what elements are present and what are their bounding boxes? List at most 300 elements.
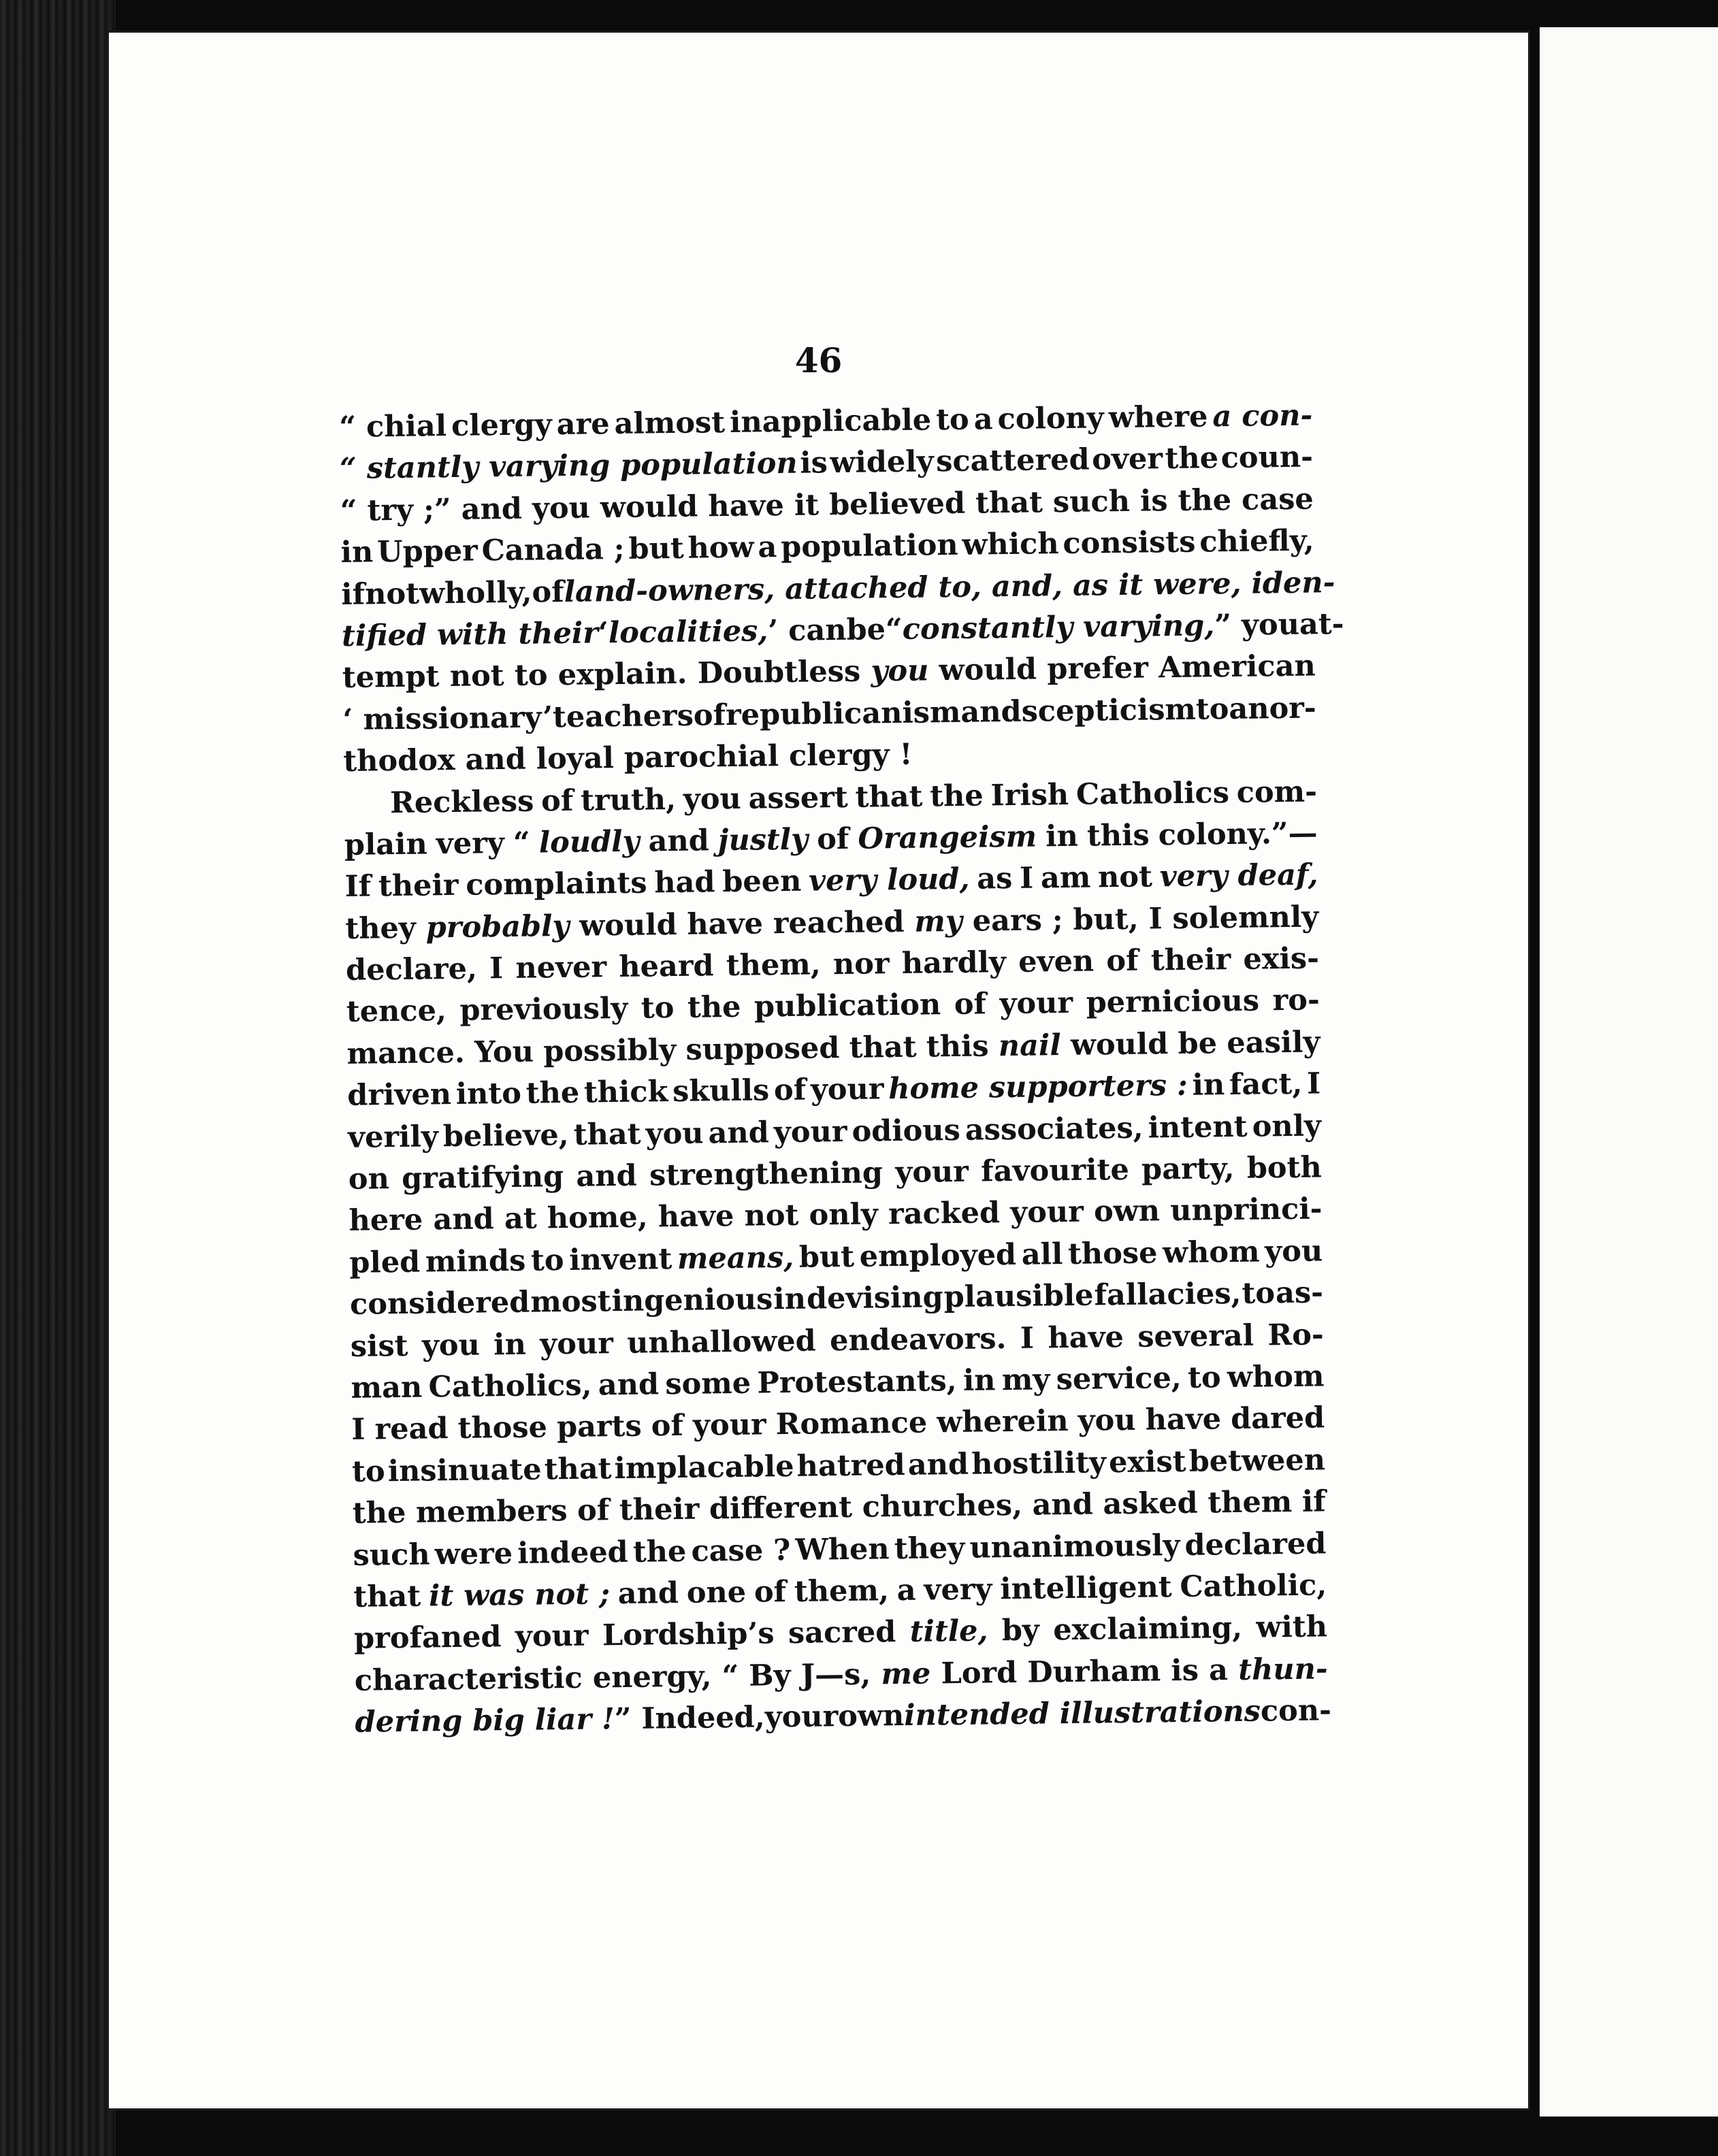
word: of [753,1575,787,1610]
word: them, [794,1573,890,1609]
word: wholly, [419,575,532,611]
word: Orangeism [858,819,1037,856]
word: not [364,576,420,612]
word: intelligent [999,1570,1172,1607]
word: pernicious [1086,984,1260,1021]
word: thodox [343,742,466,779]
word: own [1093,1194,1161,1229]
word: if [341,577,366,612]
word: republicanism [725,695,961,732]
word: verily [347,1119,439,1155]
word: to [935,402,969,438]
word: ’ can [767,612,847,649]
word: ” you [1214,607,1300,643]
word: complaints [465,866,647,903]
word: population [780,528,958,565]
word: which [962,527,1059,563]
word: Upper [376,534,479,570]
word: Durham [1027,1654,1161,1690]
word: favourite [980,1152,1130,1189]
word: hostility [971,1446,1107,1482]
word: “ [513,826,530,860]
word: “ [885,612,903,647]
word: fact, [1229,1067,1303,1102]
word: means, [677,1240,794,1276]
word: be [846,612,886,647]
word: own [837,1699,905,1734]
word: very [436,826,505,862]
word: whom [1227,1359,1325,1395]
word: of [540,783,574,818]
word: this [1086,818,1150,853]
word: Doubtless [697,655,861,691]
word: case [1241,482,1314,517]
word: ” Indeed, [614,1700,765,1737]
word: Catholic, [1180,1568,1327,1604]
word: you [645,1116,704,1152]
word: con- [1260,1693,1332,1729]
word: such [1052,484,1131,519]
word: ingenious [611,1282,773,1319]
word: nail [998,1028,1061,1064]
word: to [514,658,548,693]
word: Reckless [389,784,534,820]
word: Canada ; [481,532,625,568]
word: that [855,779,923,815]
word: Ro- [1267,1318,1324,1353]
word: associates, [965,1111,1144,1147]
word: even [1018,944,1095,979]
word: declared [1184,1526,1327,1563]
word: a [973,402,993,437]
word: pled [349,1245,421,1280]
word: characteristic [354,1661,583,1698]
word: would [1070,1027,1169,1062]
word: their [1150,943,1231,978]
word: an [1229,691,1269,726]
word: the [352,1496,406,1531]
word: Lordship’s [602,1616,775,1653]
word: in [493,1327,527,1362]
word: colony [997,401,1105,437]
word: of [577,1493,610,1528]
word: them, [726,947,822,983]
word: profaned [353,1620,502,1656]
word: some [665,1366,751,1402]
word: I [351,1413,366,1448]
word: they [894,1531,965,1566]
word: and [465,742,536,777]
word: prefer [1046,651,1149,687]
word: of [693,698,726,733]
word: in [1045,819,1079,854]
word: your [999,986,1073,1022]
word: the [1165,441,1219,476]
word: strengthening [649,1156,884,1193]
word: thick [583,1075,668,1110]
word: to [641,991,675,1026]
word: is [1139,483,1168,519]
word: in [340,535,374,570]
word: hatred [796,1448,906,1484]
word: to [351,1454,385,1489]
word: justly [717,822,809,858]
word: dering big liar ! [355,1702,615,1740]
word: scattered [935,442,1090,479]
word: declare, [345,951,478,988]
word: widely [830,444,934,480]
word: them [1207,1485,1293,1520]
word: only [809,1197,879,1233]
word: you [683,781,742,817]
word: you [421,1328,481,1363]
word: you [1264,1234,1323,1269]
word: that [849,1030,917,1065]
word: this [926,1029,989,1064]
word: to [1187,1360,1221,1395]
word: Catholics, [428,1368,592,1405]
word: have [1048,1320,1124,1355]
word: believe, [442,1117,569,1154]
word: intent [1148,1109,1248,1145]
word: have [687,906,764,942]
word: localities, [608,614,768,651]
word: the [632,1534,687,1569]
word: those [1067,1236,1158,1271]
word: in [1192,1068,1225,1103]
word: have [658,1199,734,1235]
word: I [1148,901,1163,936]
word: mance. [346,1035,466,1071]
word: and [461,491,523,527]
body-text [339,395,1344,1744]
word: minds [425,1243,526,1279]
word: unanimously [969,1528,1180,1565]
word: thun- [1237,1652,1328,1687]
word: your [764,1699,839,1735]
word: never [515,950,607,985]
word: and [648,823,710,859]
word: invent [568,1241,672,1277]
word: my [1001,1362,1050,1398]
word: not [744,1198,799,1234]
page-number: 46 [794,340,843,380]
word: Protestants, [757,1364,957,1401]
word: consists [1063,525,1196,561]
word: members [415,1494,568,1530]
word: publication [753,987,941,1025]
word: and [960,694,1022,730]
word: it was not ; [428,1577,611,1614]
word: of [816,821,849,857]
word: have [1145,1402,1222,1438]
word: into [455,1077,522,1112]
word: is [799,446,828,481]
word: hardly [901,945,1007,981]
word: here [349,1203,423,1239]
word: would [579,907,677,943]
word: explain. [557,657,687,693]
word: be [1178,1026,1218,1061]
word: teachers [552,698,694,734]
word: are [556,407,610,442]
word: asked [1103,1486,1199,1522]
word: unhallowed [626,1324,816,1360]
word: of [532,574,564,610]
word: their [378,868,459,904]
word: energy, [592,1659,712,1695]
word: solemnly [1172,900,1319,936]
word: unprinci- [1169,1192,1323,1228]
word: if [1301,1484,1326,1519]
word: I [1020,1321,1035,1356]
word: When [795,1531,890,1567]
word: me [881,1656,931,1692]
word: believed [828,486,966,522]
word: the [929,778,984,813]
word: heard [619,949,714,985]
word: a [758,530,777,565]
word: American [1158,649,1316,685]
word: is [1171,1653,1199,1688]
word: indeed [517,1535,629,1571]
word: but, [1073,902,1139,937]
facing-page-edge [1540,27,1718,2117]
word: probably [425,909,570,945]
word: “ chial [339,409,447,444]
word: and [598,1367,660,1403]
word: J—s, [800,1657,871,1693]
word: clergy ! [788,737,913,774]
word: Romance [775,1405,928,1442]
word: but [798,1239,855,1275]
word: that [544,1451,612,1487]
word: driven [347,1077,452,1113]
word: very [924,1572,992,1607]
word: exis- [1243,941,1320,977]
word: fallacies, [1094,1277,1242,1313]
word: endeavors. [829,1321,1007,1358]
word: home supporters : [888,1068,1188,1107]
word: that [573,1117,641,1152]
word: case ? [691,1533,791,1569]
word: Lord [941,1655,1018,1691]
word: and [576,1158,638,1194]
word: supposed [685,1030,840,1067]
word: tified with their [341,616,599,653]
word: how [687,530,754,566]
word: I [1306,1066,1321,1101]
word: as- [1275,1275,1324,1311]
word: a [1208,1652,1229,1688]
word: a [896,1573,916,1608]
word: that [975,485,1043,521]
word: home, [547,1200,648,1236]
word: Catholics [1075,775,1230,812]
word: different [709,1490,853,1526]
word: colony.”— [1158,816,1318,853]
word: scepticism [1021,692,1197,729]
word: exist [1108,1444,1186,1480]
word: implacable [614,1449,794,1486]
word: at [504,1201,537,1237]
word: that [353,1579,421,1614]
word: you [532,491,591,526]
word: previously [459,992,628,1028]
word: truth, [580,782,677,818]
word: service, [1056,1360,1182,1397]
word: man [351,1370,423,1405]
word: it [794,488,820,523]
word: racked [888,1196,1001,1232]
word: not [1097,860,1153,895]
word: intended illustrations [903,1694,1261,1733]
word: chiefly, [1199,523,1314,559]
word: insinuate [387,1452,542,1489]
word: you [1077,1403,1136,1439]
word: have [708,488,785,524]
word: in [962,1363,996,1398]
word: of [773,1073,807,1108]
word: you [871,653,929,689]
word: not [449,659,504,694]
word: parochial [623,739,790,776]
word: loyal [536,741,625,777]
word: your [773,1114,847,1149]
word: in [773,1281,807,1317]
word: sist [350,1328,408,1364]
word: by [1001,1613,1040,1648]
word: read [374,1411,449,1447]
word: parts [556,1409,642,1445]
word: very deaf, [1159,858,1318,894]
word: your [810,1072,884,1107]
word: my [914,904,963,939]
word: tempt [342,659,440,696]
word: your [515,1618,589,1654]
word: exclaiming, [1052,1611,1243,1648]
word: title, [909,1614,988,1650]
word: or- [1269,691,1317,726]
word: “ try ;” [340,492,451,528]
word: the [1178,483,1232,518]
book-spine [0,0,116,2156]
word: loudly [538,824,640,860]
word: would [939,652,1037,688]
word: over [1091,442,1163,477]
word: to [1195,691,1229,727]
word: tence, [346,994,447,1030]
word: the [687,990,741,1026]
word: where [1108,399,1208,436]
word: been [722,864,802,900]
word: all [1021,1237,1063,1272]
word: assert [748,780,849,816]
word: reached [773,904,905,941]
word: were [434,1536,513,1571]
word: churches, [862,1488,1023,1524]
word: gratifying [401,1160,564,1196]
word: and [1032,1487,1094,1522]
word: with [1256,1610,1328,1645]
word: to [1242,1276,1276,1311]
word: If [344,869,372,904]
word: coun- [1220,440,1314,476]
word: both [1246,1150,1322,1186]
word: plausible [943,1278,1094,1315]
word: your [894,1154,969,1190]
word: had [654,865,715,900]
word: of [1106,943,1139,979]
word: to [530,1243,564,1278]
word: your [1009,1195,1084,1230]
word: party, [1141,1152,1235,1187]
word: Irish [990,777,1069,813]
word: would [600,489,698,525]
word: and [433,1202,494,1237]
word: am [1040,860,1091,896]
word: employed [859,1237,1017,1274]
word: nor [832,947,890,982]
word: ‘ [598,616,609,651]
word: “ By [722,1658,791,1693]
word: but [628,531,685,566]
word: their [619,1492,700,1528]
word: constantly varying, [902,608,1215,647]
word: possibly [542,1032,677,1069]
word: ro- [1272,983,1320,1018]
word: plain [344,827,428,862]
word: your [539,1326,614,1362]
word: they [345,911,417,946]
word: only [1252,1109,1322,1144]
word: “ stantly varying population [339,446,798,487]
word: I [1019,861,1034,896]
word: the [525,1076,580,1111]
word: skulls [672,1073,770,1109]
word: odious [852,1113,961,1149]
word: considered [349,1285,530,1322]
word: ears ; [972,902,1063,938]
word: several [1137,1318,1254,1354]
word: your [692,1407,766,1443]
word: easily [1227,1025,1320,1060]
word: between [1188,1443,1326,1479]
word: com- [1236,774,1318,810]
word: of [954,987,987,1022]
word: most [530,1284,611,1320]
word: inapplicable [729,403,932,440]
word: such [353,1537,430,1573]
word: at- [1299,606,1344,642]
word: one [686,1575,747,1610]
word: wherein [937,1404,1069,1440]
word: clergy [451,408,552,443]
word: of [651,1409,684,1443]
word: as [976,862,1013,896]
word: You [474,1034,534,1070]
word: sacred [788,1615,896,1651]
word: devising [806,1280,943,1316]
word: on [348,1162,390,1196]
word: very loud, [808,862,970,898]
word: dared [1230,1401,1325,1437]
word: ‘ missionary’ [342,700,553,737]
word: almost [614,406,726,442]
word: I [489,951,504,986]
word: land-owners, attached to, and, as it were, iden- [564,565,1335,609]
word: and [708,1115,770,1151]
